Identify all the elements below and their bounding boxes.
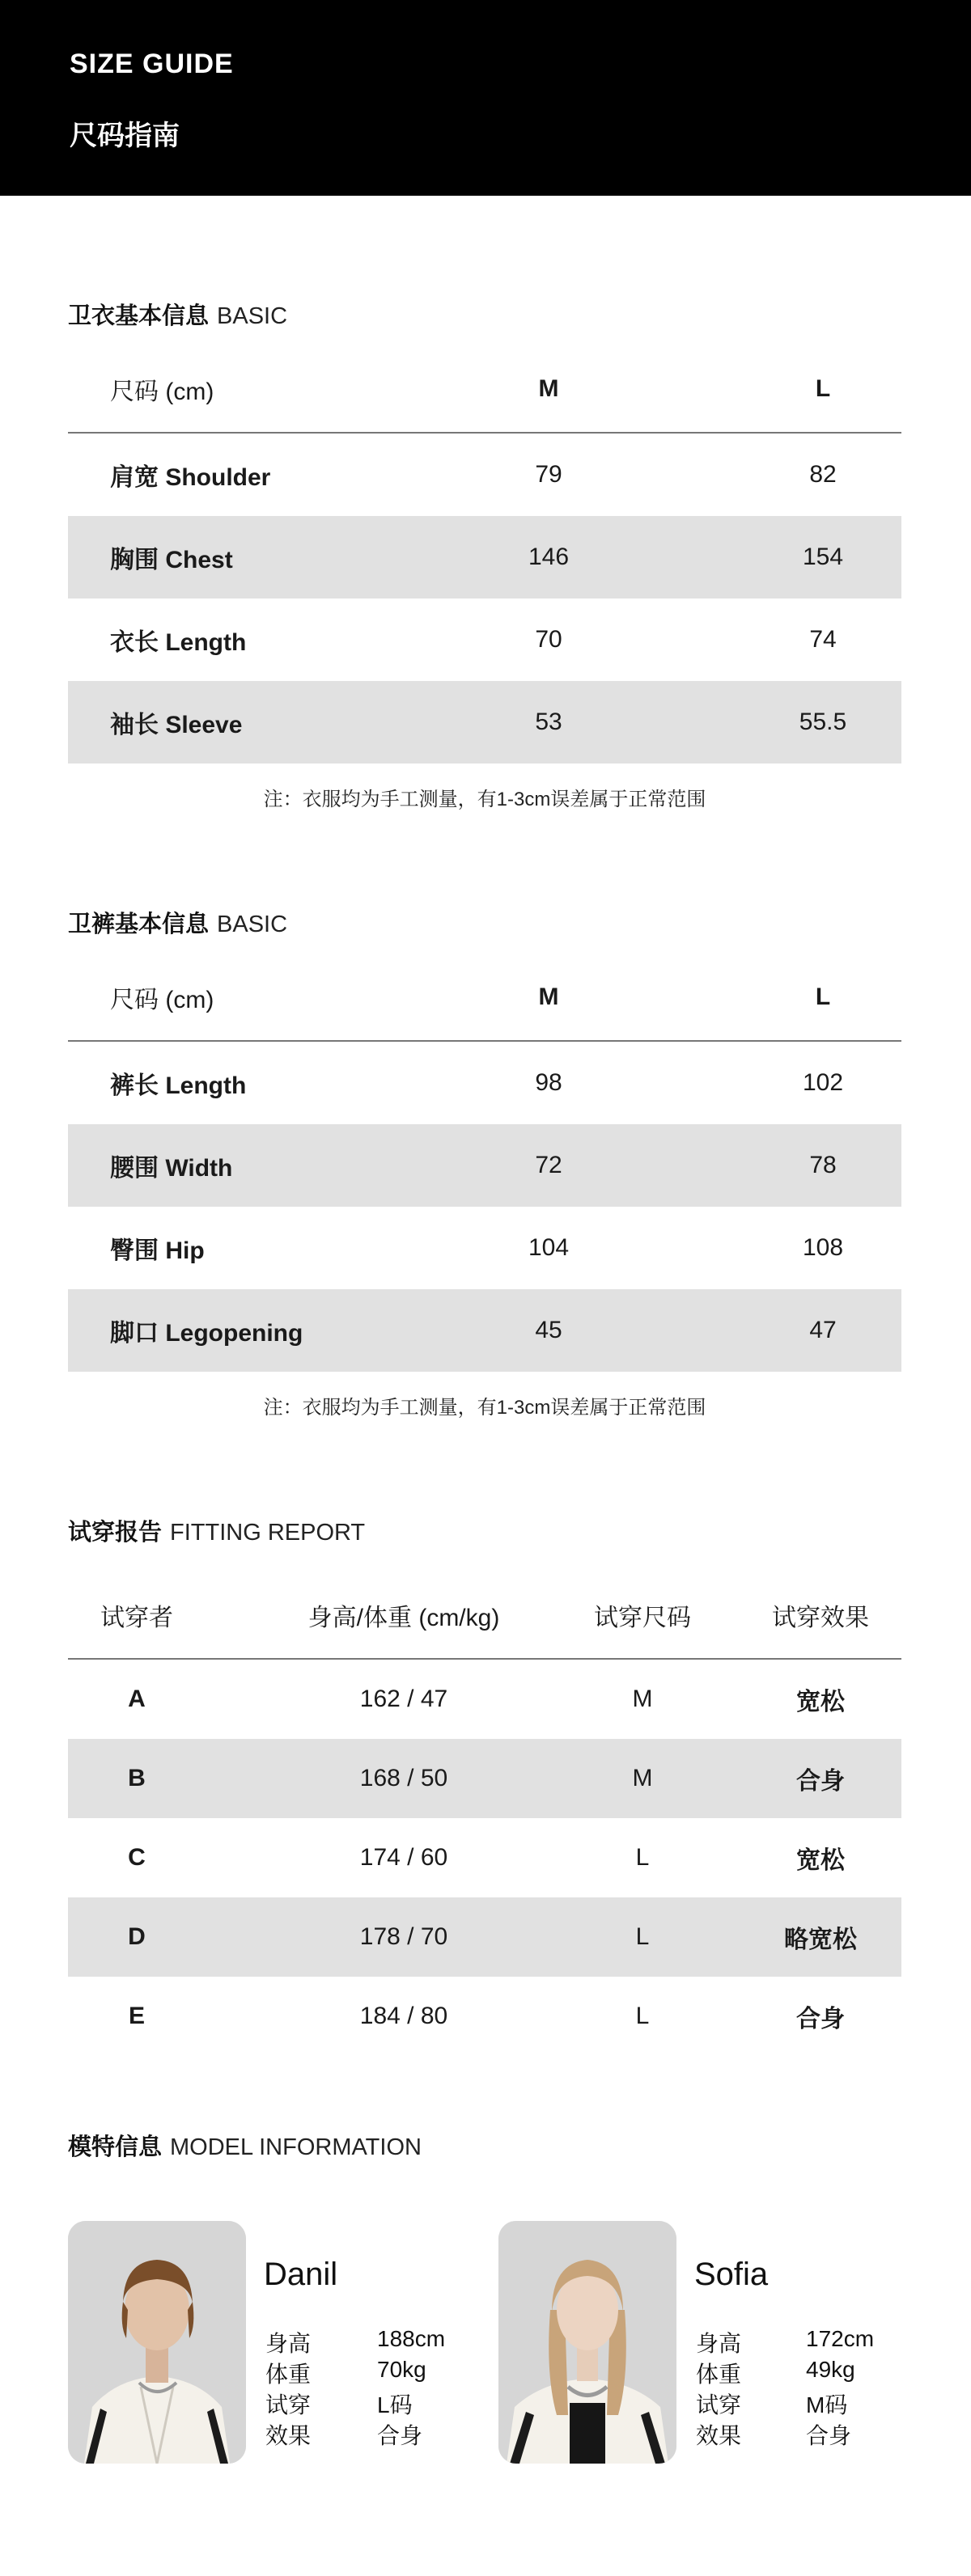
fitting-section-title bbox=[68, 1514, 365, 1547]
table-header bbox=[68, 1571, 901, 1660]
header-size-label: 尺码 (cm) bbox=[110, 379, 214, 405]
row-value-l: 78 bbox=[809, 1152, 837, 1178]
row-value-l: 74 bbox=[809, 626, 837, 653]
spec-label: 试穿 bbox=[265, 2392, 312, 2417]
model-portrait-image bbox=[498, 2221, 676, 2464]
table-row bbox=[68, 434, 901, 516]
hoodie-measure-note: 注：衣服均为手工测量，有1-3cm误差属于正常范围 bbox=[263, 789, 706, 810]
spec-value: M码 bbox=[806, 2392, 848, 2417]
spec-value: 合身 bbox=[377, 2423, 423, 2448]
spec-label: 效果 bbox=[265, 2423, 312, 2448]
fitting-title-en: FITTING REPORT bbox=[170, 1520, 366, 1546]
header-fit-effect: 试穿效果 bbox=[772, 1605, 869, 1631]
spec-value: 合身 bbox=[806, 2423, 852, 2448]
header-size-label: 尺码 (cm) bbox=[110, 987, 214, 1013]
models-title-cn: 模特信息 bbox=[68, 2134, 163, 2160]
hoodie-size-table bbox=[68, 345, 901, 763]
row-value-l: 82 bbox=[809, 461, 837, 488]
table-header bbox=[68, 345, 901, 434]
header-tester: 试穿者 bbox=[100, 1605, 173, 1631]
model-name: Danil bbox=[264, 2257, 338, 2292]
hoodie-section-title bbox=[68, 298, 287, 331]
row-label: 袖长 Sleeve bbox=[110, 712, 243, 738]
row-height-weight: 162 / 47 bbox=[359, 1686, 448, 1712]
row-value-m: 104 bbox=[528, 1234, 570, 1261]
table-row bbox=[68, 1897, 901, 1977]
table-row bbox=[68, 1977, 901, 2056]
row-value-l: 55.5 bbox=[799, 709, 847, 735]
header-size-l: L bbox=[815, 983, 831, 1010]
page-header bbox=[0, 0, 971, 196]
header-size-l: L bbox=[815, 375, 831, 402]
row-tester: A bbox=[128, 1686, 146, 1712]
spec-label: 身高 bbox=[265, 2331, 312, 2356]
row-height-weight: 178 / 70 bbox=[359, 1923, 448, 1950]
page-title-cn: 尺码指南 bbox=[70, 121, 180, 151]
table-row bbox=[68, 1042, 901, 1124]
hoodie-title-cn: 卫衣基本信息 bbox=[68, 303, 210, 329]
model-photo-danil bbox=[68, 2221, 246, 2464]
models-section-title bbox=[68, 2129, 422, 2162]
models-title-en: MODEL INFORMATION bbox=[170, 2134, 422, 2160]
spec-value: L码 bbox=[377, 2392, 413, 2417]
row-value-l: 154 bbox=[802, 544, 844, 570]
spec-value: 49kg bbox=[806, 2357, 855, 2382]
spec-label: 效果 bbox=[696, 2423, 742, 2448]
header-size-m: M bbox=[538, 983, 559, 1010]
table-row bbox=[68, 1289, 901, 1372]
pants-title-cn: 卫裤基本信息 bbox=[68, 912, 210, 937]
row-fit-effect: 合身 bbox=[796, 2006, 845, 2032]
spec-label: 体重 bbox=[265, 2362, 312, 2387]
table-row bbox=[68, 1207, 901, 1289]
spec-label: 体重 bbox=[696, 2362, 742, 2387]
row-value-m: 72 bbox=[535, 1152, 562, 1178]
spec-label: 试穿 bbox=[696, 2392, 742, 2417]
table-row bbox=[68, 681, 901, 763]
row-fit-size: L bbox=[635, 1923, 650, 1950]
row-label: 臀围 Hip bbox=[110, 1237, 205, 1264]
row-fit-size: M bbox=[632, 1686, 653, 1712]
row-label: 衣长 Length bbox=[110, 629, 247, 656]
row-tester: D bbox=[128, 1923, 146, 1950]
header-height-weight: 身高/体重 (cm/kg) bbox=[307, 1605, 500, 1631]
table-row bbox=[68, 1124, 901, 1207]
row-value-l: 102 bbox=[802, 1069, 844, 1096]
row-height-weight: 174 / 60 bbox=[359, 1844, 448, 1871]
table-row bbox=[68, 1660, 901, 1739]
spec-value: 172cm bbox=[806, 2326, 875, 2351]
row-height-weight: 184 / 80 bbox=[359, 2003, 448, 2029]
row-value-m: 79 bbox=[535, 461, 562, 488]
spec-value: 70kg bbox=[377, 2357, 426, 2382]
row-value-m: 53 bbox=[535, 709, 562, 735]
row-label: 胸围 Chest bbox=[110, 547, 233, 573]
hoodie-title-en: BASIC bbox=[217, 303, 288, 329]
row-height-weight: 168 / 50 bbox=[359, 1765, 448, 1791]
row-tester: B bbox=[128, 1765, 146, 1791]
row-value-m: 45 bbox=[535, 1317, 562, 1343]
row-fit-size: L bbox=[635, 1844, 650, 1871]
row-fit-effect: 宽松 bbox=[796, 1847, 845, 1874]
row-value-l: 108 bbox=[802, 1234, 844, 1261]
row-value-m: 98 bbox=[535, 1069, 562, 1096]
row-fit-size: L bbox=[635, 2003, 650, 2029]
row-fit-effect: 合身 bbox=[796, 1768, 845, 1795]
row-label: 肩宽 Shoulder bbox=[110, 464, 271, 491]
spec-value: 188cm bbox=[377, 2326, 446, 2351]
header-fit-size: 试穿尺码 bbox=[594, 1605, 691, 1631]
spec-label: 身高 bbox=[696, 2331, 742, 2356]
pants-size-table bbox=[68, 953, 901, 1372]
pants-title-en: BASIC bbox=[217, 912, 288, 937]
row-value-m: 146 bbox=[528, 544, 570, 570]
table-row bbox=[68, 1818, 901, 1897]
row-value-m: 70 bbox=[535, 626, 562, 653]
row-label: 腰围 Width bbox=[110, 1155, 233, 1182]
pants-section-title bbox=[68, 906, 287, 939]
row-label: 裤长 Length bbox=[110, 1072, 247, 1099]
table-row bbox=[68, 516, 901, 599]
page-title-en: SIZE GUIDE bbox=[70, 49, 234, 79]
row-value-l: 47 bbox=[809, 1317, 837, 1343]
row-fit-effect: 略宽松 bbox=[784, 1927, 857, 1953]
table-header bbox=[68, 953, 901, 1042]
row-fit-effect: 宽松 bbox=[796, 1689, 845, 1715]
model-photo-sofia bbox=[498, 2221, 676, 2464]
row-fit-size: M bbox=[632, 1765, 653, 1791]
fitting-report-table bbox=[68, 1571, 901, 2056]
pants-measure-note: 注：衣服均为手工测量，有1-3cm误差属于正常范围 bbox=[263, 1397, 706, 1419]
model-name: Sofia bbox=[694, 2257, 769, 2292]
fitting-title-cn: 试穿报告 bbox=[68, 1520, 163, 1546]
table-row bbox=[68, 599, 901, 681]
header-size-m: M bbox=[538, 375, 559, 402]
row-tester: E bbox=[128, 2003, 145, 2029]
model-portrait-image bbox=[68, 2221, 246, 2464]
table-row bbox=[68, 1739, 901, 1818]
row-tester: C bbox=[128, 1844, 146, 1871]
row-label: 脚口 Legopening bbox=[110, 1320, 303, 1347]
